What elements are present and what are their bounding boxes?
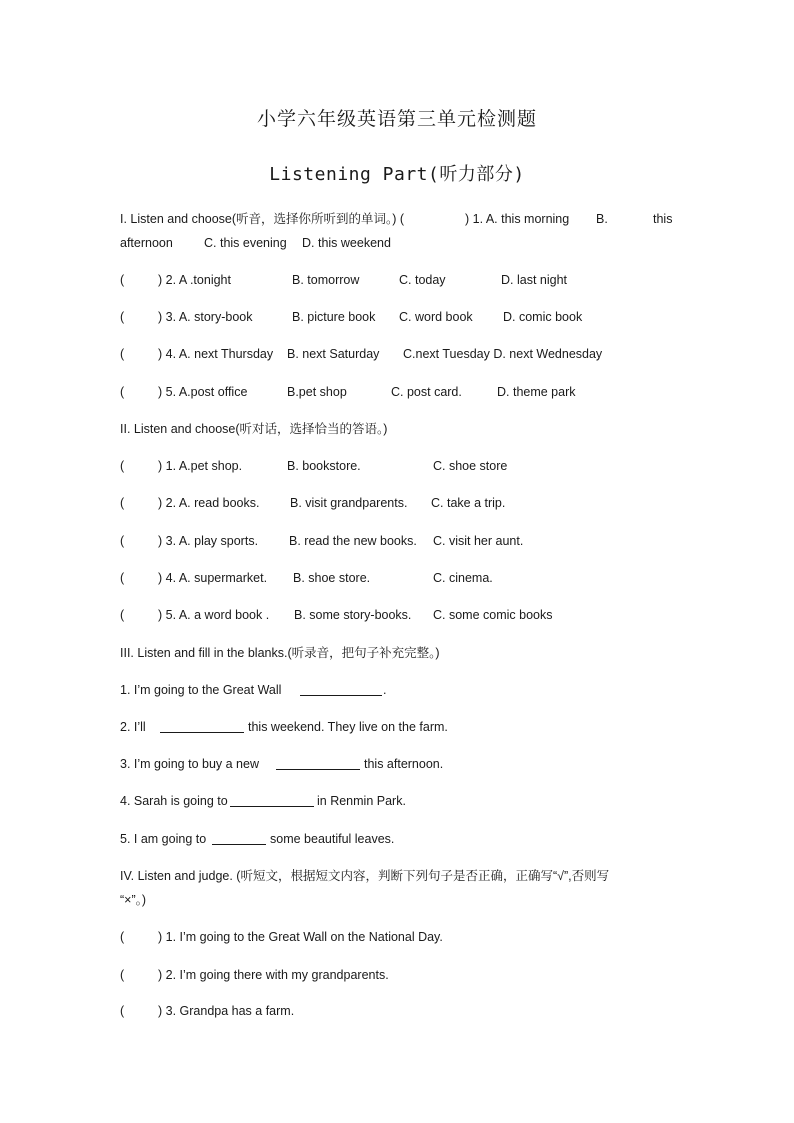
- answer-bracket: (: [120, 534, 125, 548]
- part1-q1-continued: afternoon: [120, 236, 173, 250]
- part3-sentence-5: [120, 830, 680, 848]
- sentence-end: this afternoon.: [364, 757, 444, 771]
- part1-q1-option-d: D. this weekend: [302, 236, 391, 250]
- question-option-b: B. next Saturday: [287, 347, 380, 361]
- sentence-end: in Renmin Park.: [317, 794, 406, 808]
- question-option-a: ) 4. A. supermarket.: [158, 571, 268, 585]
- answer-bracket: (: [120, 459, 125, 473]
- answer-blank[interactable]: [230, 793, 314, 807]
- sentence-start: 4. Sarah is going to: [120, 794, 228, 808]
- part4-statement-1: [120, 928, 680, 946]
- part2-heading-text: II. Listen and choose(听对话，选择恰当的答语。): [120, 422, 388, 436]
- part4-heading-text: IV. Listen and judge. (听短文，根据短文内容，判断下列句子是否正确，正确写“√”,否则写: [120, 869, 610, 883]
- question-option-c: C. post card.: [391, 385, 462, 399]
- part4-statement-3: [120, 1002, 680, 1020]
- part2-question-5: [120, 606, 680, 624]
- question-option-b: B. picture book: [292, 310, 376, 324]
- sentence-end: .: [383, 683, 387, 697]
- part4-heading: [120, 867, 680, 885]
- part2-question-2: [120, 494, 680, 512]
- question-option-c: C. take a trip.: [431, 496, 506, 510]
- question-option-b: B. read the new books.: [289, 534, 417, 548]
- question-option-a: ) 1. A.pet shop.: [158, 459, 243, 473]
- question-option-a: ) 2. A. read books.: [158, 496, 260, 510]
- question-option-a: ) 5. A. a word book .: [158, 608, 270, 622]
- answer-bracket: (: [120, 273, 125, 287]
- question-option-d: D. comic book: [503, 310, 583, 324]
- part4-heading-line2: [120, 891, 680, 909]
- answer-bracket: (: [120, 347, 125, 361]
- answer-bracket: (: [120, 608, 125, 622]
- section-subtitle: Listening Part(听力部分): [269, 164, 525, 185]
- part2-question-4: [120, 569, 680, 587]
- part1-q1-option-c: C. this evening: [204, 236, 287, 250]
- answer-bracket: (: [120, 496, 125, 510]
- part1-question-4: [120, 345, 680, 363]
- part1-q1-option-b: B.: [596, 212, 608, 226]
- answer-bracket: (: [120, 1004, 125, 1018]
- question-option-a: ) 4. A. next Thursday: [158, 347, 274, 361]
- answer-blank[interactable]: [212, 831, 266, 845]
- part4-statement-2: [120, 966, 680, 984]
- part1-question-3: [120, 308, 680, 326]
- part1-q1-option-b-text: this: [653, 212, 673, 226]
- sentence-start: 3. I’m going to buy a new: [120, 757, 259, 771]
- question-option-c: C. word book: [399, 310, 473, 324]
- answer-bracket: (: [120, 385, 125, 399]
- question-option-b: B.pet shop: [287, 385, 347, 399]
- answer-blank[interactable]: [300, 682, 382, 696]
- answer-blank[interactable]: [276, 756, 360, 770]
- part1-heading-line: [120, 210, 680, 228]
- sentence-start: 2. I’ll: [120, 720, 146, 734]
- answer-bracket: (: [120, 930, 125, 944]
- question-option-c: C.next Tuesday D. next Wednesday: [403, 347, 603, 361]
- part2-question-3: [120, 532, 680, 550]
- statement-text: ) 3. Grandpa has a farm.: [158, 1004, 295, 1018]
- question-option-b: B. some story-books.: [294, 608, 412, 622]
- part3-sentence-1: [120, 681, 680, 699]
- question-option-c: C. shoe store: [433, 459, 508, 473]
- part3-sentence-4: [120, 792, 680, 810]
- question-option-a: ) 2. A .tonight: [158, 273, 231, 287]
- part1-question-5: [120, 383, 680, 401]
- part3-heading-text: III. Listen and fill in the blanks.(听录音，把句子补充完整。): [120, 646, 440, 660]
- question-option-c: C. cinema.: [433, 571, 493, 585]
- answer-bracket: (: [120, 571, 125, 585]
- question-option-b: B. visit grandparents.: [290, 496, 408, 510]
- question-option-a: ) 5. A.post office: [158, 385, 248, 399]
- part3-sentence-3: [120, 755, 680, 773]
- question-option-c: C. visit her aunt.: [433, 534, 524, 548]
- sentence-start: 1. I’m going to the Great Wall: [120, 683, 282, 697]
- answer-bracket: (: [120, 310, 125, 324]
- question-option-b: B. tomorrow: [292, 273, 360, 287]
- question-option-b: B. bookstore.: [287, 459, 361, 473]
- answer-blank[interactable]: [160, 719, 244, 733]
- answer-bracket: (: [120, 968, 125, 982]
- part1-question-2: [120, 271, 680, 289]
- part3-heading: [120, 644, 680, 662]
- question-option-a: ) 3. A. story-book: [158, 310, 253, 324]
- sentence-start: 5. I am going to: [120, 832, 207, 846]
- part2-heading: [120, 420, 680, 438]
- statement-text: ) 2. I’m going there with my grandparents.: [158, 968, 389, 982]
- question-option-c: C. some comic books: [433, 608, 553, 622]
- question-option-a: ) 3. A. play sports.: [158, 534, 259, 548]
- question-option-d: D. last night: [501, 273, 568, 287]
- part4-heading-text-2: “×”。): [120, 893, 147, 907]
- part1-q1-number: ) 1. A. this morning: [465, 212, 570, 226]
- part1-heading: I. Listen and choose(听音，选择你所听到的单词。) (: [120, 212, 405, 226]
- question-option-d: D. theme park: [497, 385, 576, 399]
- part2-question-1: [120, 457, 680, 475]
- part3-sentence-2: [120, 718, 680, 736]
- sentence-end: this weekend. They live on the farm.: [248, 720, 448, 734]
- sentence-end: some beautiful leaves.: [270, 832, 395, 846]
- question-option-b: B. shoe store.: [293, 571, 371, 585]
- part1-q1-line2: [120, 234, 680, 252]
- question-option-c: C. today: [399, 273, 446, 287]
- statement-text: ) 1. I’m going to the Great Wall on the National Day.: [158, 930, 443, 944]
- page-title: 小学六年级英语第三单元检测题: [256, 108, 537, 130]
